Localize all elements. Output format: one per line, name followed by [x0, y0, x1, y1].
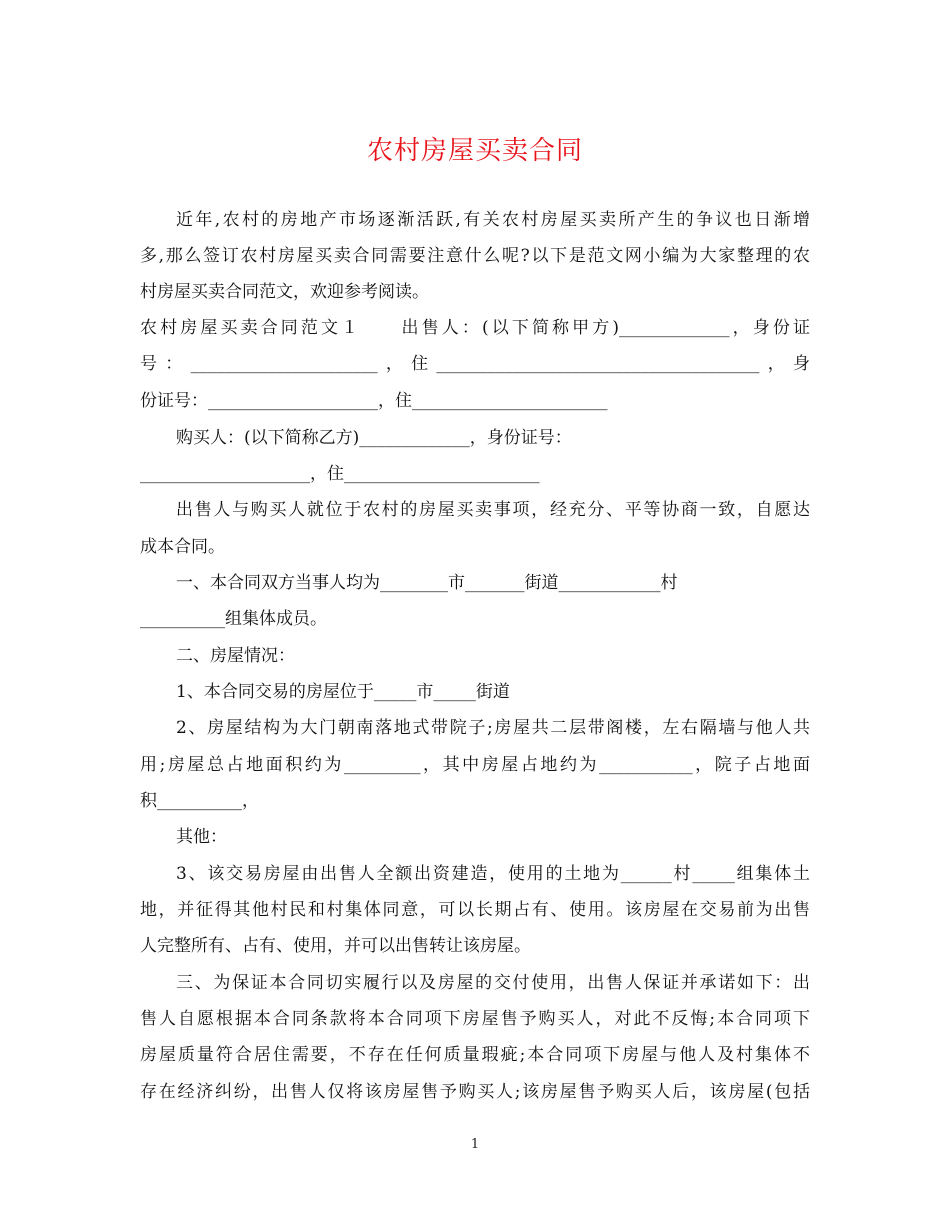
body-line: 地，并征得其他村民和村集体同意，可以长期占有、使用。该房屋在交易前为出售: [140, 900, 810, 920]
body-line: 成本合同。: [140, 537, 225, 557]
body-line: 存在经济纠纷，出售人仅将该房屋售予购买人;该房屋售予购买人后，该房屋(包括: [140, 1082, 810, 1102]
body-line: 2、房屋结构为大门朝南落地式带院子;房屋共二层带阁楼，左右隔墙与他人共: [176, 718, 810, 738]
body-line: 村房屋买卖合同范文，欢迎参考阅读。: [140, 282, 429, 302]
body-line: 出售人与购买人就位于农村的房屋买卖事项，经充分、平等协商一致，自愿达: [176, 500, 810, 520]
body-line: 其他：: [176, 827, 227, 847]
body-line: 二、房屋情况：: [176, 646, 295, 666]
body-line: 用;房屋总占地面积约为_________，其中房屋占地约为___________，院子占地面: [140, 755, 810, 775]
page-number: 1: [470, 1137, 480, 1152]
body-line: 三、为保证本合同切实履行以及房屋的交付使用，出售人保证并承诺如下：出: [176, 973, 810, 993]
body-line: 积__________，: [140, 791, 259, 811]
body-line: 多,那么签订农村房屋买卖合同需要注意什么呢?以下是范文网小编为大家整理的农: [140, 246, 810, 266]
body-line: 份证号：____________________，住_______________________: [140, 391, 608, 411]
body-line: 房屋质量符合居住需要，不存在任何质量瑕疵;本合同项下房屋与他人及村集体不: [140, 1045, 810, 1065]
document-title: 农村房屋买卖合同: [366, 136, 583, 166]
body-line: ____________________，住_______________________: [140, 464, 540, 484]
body-line: 号：______________________，住______________________________________，身: [140, 354, 810, 374]
body-line: 农村房屋买卖合同范文１ 出售人：(以下简称甲方)_____________，身份证: [140, 318, 810, 338]
body-line: 1、本合同交易的房屋位于_____市_____街道: [176, 682, 510, 702]
body-line: 人完整所有、占有、使用，并可以出售转让该房屋。: [140, 936, 531, 956]
body-line: 售人自愿根据本合同条款将本合同项下房屋售予购买人，对此不反悔;本合同项下: [140, 1009, 810, 1029]
body-line: __________组集体成员。: [140, 609, 327, 629]
body-line: 近年,农村的房地产市场逐渐活跃,有关农村房屋买卖所产生的争议也日渐增: [176, 210, 810, 230]
body-line: 3、该交易房屋由出售人全额出资建造，使用的土地为______村_____组集体土: [176, 864, 810, 884]
body-line: 一、本合同双方当事人均为________市_______街道____________村: [176, 573, 678, 593]
body-line: 购买人：(以下简称乙方)_____________，身份证号：: [176, 428, 572, 448]
